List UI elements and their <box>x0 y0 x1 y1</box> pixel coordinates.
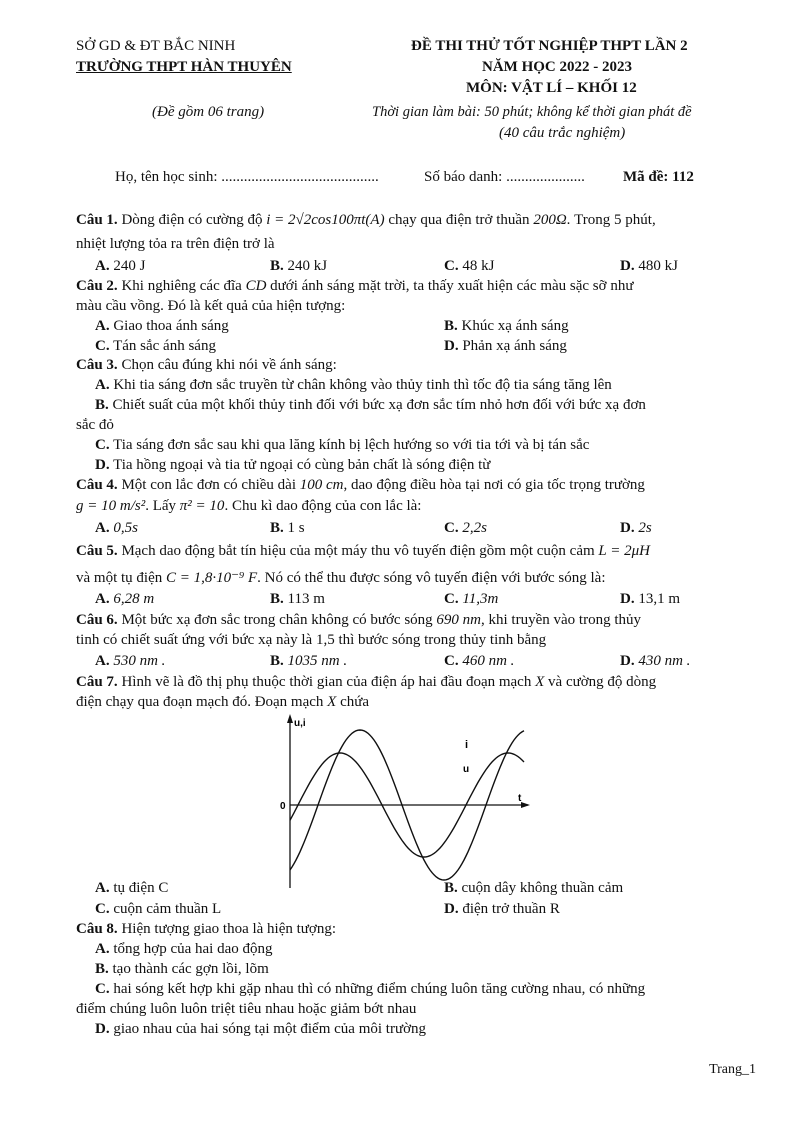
question-count: (40 câu trắc nghiệm) <box>499 125 626 141</box>
q3-option-d[interactable]: D. Tia hồng ngoại và tia tử ngoại có cùng bản chất là sóng điện từ <box>95 457 491 473</box>
question-5: Câu 5. Mạch dao động bắt tín hiệu của một máy thu vô tuyến điện gồm một cuộn cảm L = 2μH <box>76 543 650 559</box>
y-axis-label: u,i <box>294 718 306 729</box>
x-axis-arrow <box>521 802 530 808</box>
q4-option-d[interactable]: D. 2s <box>620 520 652 536</box>
question-8: Câu 8. Hiện tượng giao thoa là hiện tượng: <box>76 921 337 937</box>
q6-option-d[interactable]: D. 430 nm . <box>620 653 691 669</box>
question-6: Câu 6. Một bức xạ đơn sắc trong chân không có bước sóng 690 nm, khi truyền vào trong thủy <box>76 612 641 628</box>
department-name: SỞ GD & ĐT BẮC NINH <box>76 38 236 54</box>
exam-time: Thời gian làm bài: 50 phút; không kể thời gian phát đề <box>372 104 692 120</box>
q7-option-d[interactable]: D. điện trở thuần R <box>444 901 560 917</box>
x-axis-label: t <box>518 793 522 804</box>
question-2: Câu 2. Khi nghiêng các đĩa CD dưới ánh sáng mặt trời, ta thấy xuất hiện các màu sặc sỡ như <box>76 278 634 294</box>
q1-option-d[interactable]: D. 480 kJ <box>620 258 678 274</box>
question-5-line2: và một tụ điện C = 1,8·10⁻⁹ F. Nó có thể thu được sóng vô tuyến điện với bước sóng là: <box>76 570 606 586</box>
current-formula: i = 2√2cos100πt(A) <box>266 212 385 228</box>
q3-option-a[interactable]: A. Khi tia sáng đơn sắc truyền từ chân không vào thủy tinh thì tốc độ tia sáng tăng lên <box>95 377 612 393</box>
ui-graph <box>278 712 530 888</box>
question-1-line2: nhiệt lượng tỏa ra trên điện trở là <box>76 236 275 252</box>
q8-option-d[interactable]: D. giao nhau của hai sóng tại một điểm của môi trường <box>95 1021 426 1037</box>
student-id-field: Số báo danh: ..................... <box>424 169 585 185</box>
question-1: Câu 1. Dòng điện có cường độ i = 2√2cos100πt(A) chạy qua điện trở thuần 200Ω. Trong 5 phút, <box>76 212 656 228</box>
curve-i-label: i <box>465 739 469 751</box>
school-name: TRƯỜNG THPT HÀN THUYÊN <box>76 59 292 75</box>
q6-option-b[interactable]: B. 1035 nm . <box>270 653 348 669</box>
q5-option-d[interactable]: D. 13,1 m <box>620 591 681 607</box>
q3-option-b-line2: sắc đỏ <box>76 417 114 433</box>
q7-option-b[interactable]: B. cuộn dây không thuần cảm <box>444 880 624 896</box>
q1-option-c[interactable]: C. 48 kJ <box>444 258 495 274</box>
question-6-line2: tinh có chiết suất ứng với bức xạ này là 1,5 thì bước sóng trong thủy tinh bằng <box>76 632 547 648</box>
page-count: (Đề gồm 06 trang) <box>152 104 265 120</box>
q2-option-a[interactable]: A. Giao thoa ánh sáng <box>95 318 229 334</box>
school-year: NĂM HỌC 2022 - 2023 <box>482 59 632 75</box>
q2-option-b[interactable]: B. Khúc xạ ánh sáng <box>444 318 569 334</box>
q5-option-c[interactable]: C. 11,3m <box>444 591 499 607</box>
q2-option-c[interactable]: C. Tán sắc ánh sáng <box>95 338 216 354</box>
exam-title: ĐỀ THI THỬ TỐT NGHIỆP THPT LẦN 2 <box>411 38 688 54</box>
q6-option-c[interactable]: C. 460 nm . <box>444 653 515 669</box>
page-number: Trang_1 <box>709 1062 756 1077</box>
q7-option-a[interactable]: A. tụ điện C <box>95 880 169 896</box>
q8-option-c-line2: điểm chúng luôn luôn triệt tiêu nhau hoặc giảm bớt nhau <box>76 1001 417 1017</box>
q7-option-c[interactable]: C. cuộn cảm thuần L <box>95 901 222 917</box>
question-4: Câu 4. Một con lắc đơn có chiều dài 100 cm, dao động điều hòa tại nơi có gia tốc trọng trường <box>76 477 645 493</box>
q2-option-d[interactable]: D. Phản xạ ánh sáng <box>444 338 567 354</box>
q5-option-a[interactable]: A. 6,28 m <box>95 591 155 607</box>
q8-option-c[interactable]: C. hai sóng kết hợp khi gặp nhau thì có những điểm chúng luôn tăng cường nhau, có những <box>95 981 646 997</box>
question-7-line2: điện chạy qua đoạn mạch đó. Đoạn mạch X chứa <box>76 694 370 710</box>
question-7: Câu 7. Hình vẽ là đồ thị phụ thuộc thời gian của điện áp hai đầu đoạn mạch X và cường độ dòng <box>76 674 657 690</box>
question-4-line2: g = 10 m/s². Lấy π² = 10. Chu kì dao động của con lắc là: <box>76 498 422 514</box>
exam-code: Mã đề: 112 <box>623 169 694 185</box>
q3-option-b[interactable]: B. Chiết suất của một khối thủy tinh đối với bức xạ đơn sắc tím nhỏ hơn đối với bức xạ đơn <box>95 397 646 413</box>
q8-option-a[interactable]: A. tổng hợp của hai dao động <box>95 941 273 957</box>
q4-option-a[interactable]: A. 0,5s <box>95 520 138 536</box>
question-3: Câu 3. Chọn câu đúng khi nói về ánh sáng: <box>76 357 337 373</box>
q1-option-a[interactable]: A. 240 J <box>95 258 146 274</box>
curve-u-label: u <box>463 764 470 775</box>
q6-option-a[interactable]: A. 530 nm . <box>95 653 166 669</box>
q5-option-b[interactable]: B. 113 m <box>270 591 325 607</box>
q4-option-c[interactable]: C. 2,2s <box>444 520 487 536</box>
origin-label: 0 <box>280 801 286 812</box>
student-name-field: Họ, tên học sinh: .......................................... <box>115 169 379 185</box>
q8-option-b[interactable]: B. tạo thành các gợn lồi, lõm <box>95 961 269 977</box>
q1-option-b[interactable]: B. 240 kJ <box>270 258 328 274</box>
q4-option-b[interactable]: B. 1 s <box>270 520 305 536</box>
question-2-line2: màu cầu vồng. Đó là kết quả của hiện tượng: <box>76 298 346 314</box>
y-axis-arrow <box>287 714 293 723</box>
q3-option-c[interactable]: C. Tia sáng đơn sắc sau khi qua lăng kính bị lệch hướng so với tia tới và bị tán sắc <box>95 437 590 453</box>
subject: MÔN: VẬT LÍ – KHỐI 12 <box>466 80 637 96</box>
